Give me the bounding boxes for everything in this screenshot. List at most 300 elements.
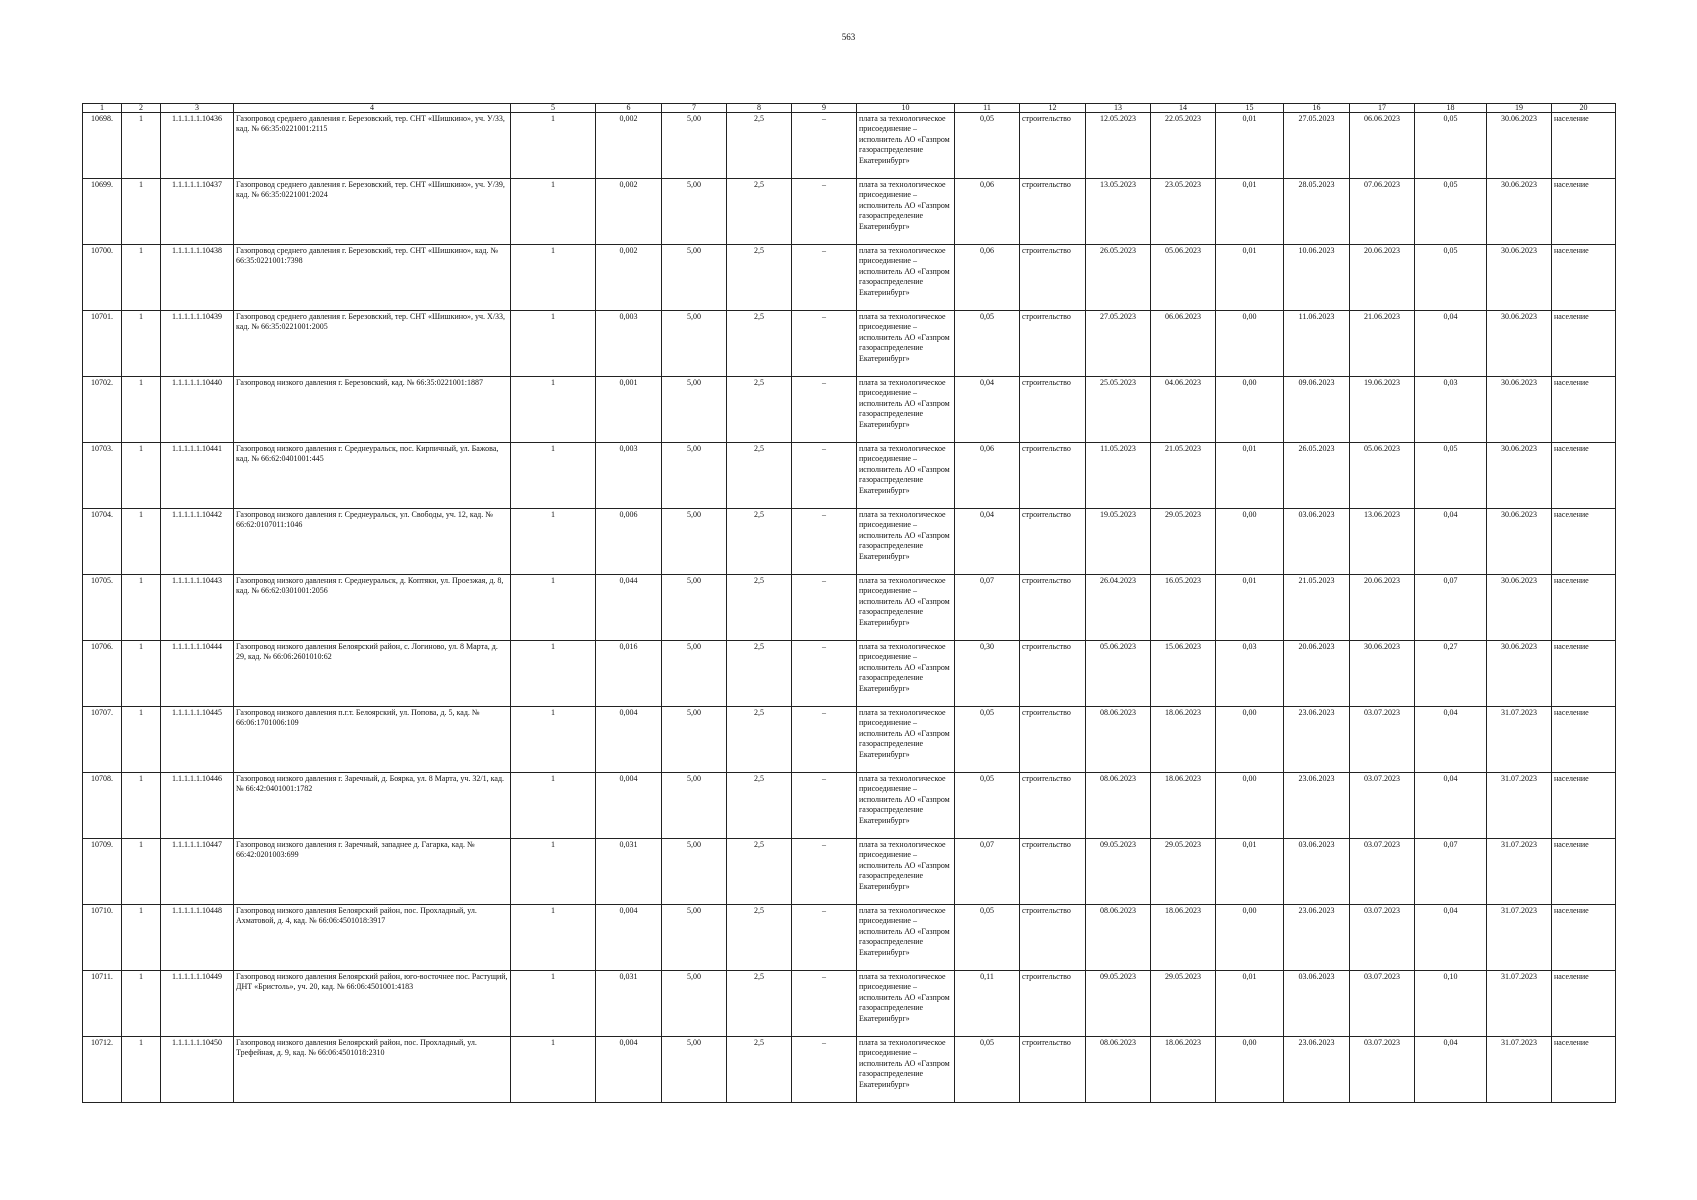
table-cell: строительство [1020, 905, 1086, 971]
table-cell: 08.06.2023 [1086, 1037, 1151, 1103]
table-cell: 10702. [83, 377, 122, 443]
table-cell: 21.05.2023 [1151, 443, 1216, 509]
table-cell: 03.07.2023 [1350, 971, 1415, 1037]
table-cell: 0,05 [955, 113, 1020, 179]
table-cell: 2,5 [727, 1037, 792, 1103]
table-cell: 1 [511, 113, 596, 179]
table-cell: плата за технологическое присоединение – исполнитель АО «Газпром газораспределение Екатеринбург» [857, 377, 955, 443]
table-cell: 30.06.2023 [1350, 641, 1415, 707]
table-cell: строительство [1020, 113, 1086, 179]
table-cell: 11.05.2023 [1086, 443, 1151, 509]
table-cell: 08.06.2023 [1086, 905, 1151, 971]
table-cell: 1.1.1.1.1.10444 [161, 641, 234, 707]
table-cell: строительство [1020, 311, 1086, 377]
table-cell: 30.06.2023 [1487, 443, 1552, 509]
table-cell: 0,01 [1216, 245, 1284, 311]
table-cell: 31.07.2023 [1487, 905, 1552, 971]
table-cell: 0,006 [596, 509, 662, 575]
table-cell: 1.1.1.1.1.10448 [161, 905, 234, 971]
table-cell: 0,01 [1216, 443, 1284, 509]
table-cell: 28.05.2023 [1284, 179, 1350, 245]
table-cell: 1 [511, 443, 596, 509]
table-cell: население [1552, 443, 1616, 509]
table-cell: 25.05.2023 [1086, 377, 1151, 443]
table-cell: 10698. [83, 113, 122, 179]
table-cell: Газопровод низкого давления Белоярский район, пос. Прохладный, ул. Трефейная, д. 9, кад. № 66:06:4501018:2310 [234, 1037, 511, 1103]
table-cell: 2,5 [727, 179, 792, 245]
table-cell: Газопровод низкого давления г. Заречный, западнее д. Гагарка, кад. № 66:42:0201003:699 [234, 839, 511, 905]
table-cell: население [1552, 707, 1616, 773]
table-cell: 30.06.2023 [1487, 575, 1552, 641]
table-cell: 0,07 [955, 575, 1020, 641]
column-header: 18 [1415, 104, 1487, 113]
table-cell: 0,03 [1216, 641, 1284, 707]
table-cell: 0,04 [1415, 773, 1487, 839]
table-cell: 31.07.2023 [1487, 971, 1552, 1037]
table-cell: строительство [1020, 245, 1086, 311]
table-cell: 30.06.2023 [1487, 311, 1552, 377]
table-cell: население [1552, 509, 1616, 575]
table-cell: 5,00 [662, 311, 727, 377]
table-cell: 1 [122, 245, 161, 311]
table-cell: 1 [122, 773, 161, 839]
column-header: 8 [727, 104, 792, 113]
table-cell: 31.07.2023 [1487, 1037, 1552, 1103]
table-cell: 05.06.2023 [1151, 245, 1216, 311]
table-cell: плата за технологическое присоединение – исполнитель АО «Газпром газораспределение Екатеринбург» [857, 1037, 955, 1103]
table-cell: 06.06.2023 [1350, 113, 1415, 179]
table-cell: 0,01 [1216, 971, 1284, 1037]
table-cell: население [1552, 113, 1616, 179]
table-cell: 2,5 [727, 905, 792, 971]
table-cell: плата за технологическое присоединение – исполнитель АО «Газпром газораспределение Екатеринбург» [857, 641, 955, 707]
table-cell: 1 [122, 509, 161, 575]
table-cell: строительство [1020, 707, 1086, 773]
table-cell: 1.1.1.1.1.10446 [161, 773, 234, 839]
column-header: 12 [1020, 104, 1086, 113]
table-cell: население [1552, 311, 1616, 377]
table-row [83, 377, 1616, 443]
table-cell: 0,04 [1415, 707, 1487, 773]
table-cell: 23.06.2023 [1284, 773, 1350, 839]
table-cell: население [1552, 839, 1616, 905]
table-cell: 05.06.2023 [1350, 443, 1415, 509]
column-header: 19 [1487, 104, 1552, 113]
table-cell: строительство [1020, 1037, 1086, 1103]
table-cell: население [1552, 773, 1616, 839]
table-cell: 03.07.2023 [1350, 839, 1415, 905]
table-cell: Газопровод среднего давления г. Березовский, тер. СНТ «Шишкино», уч. У/33, кад. № 66:35:0221001:2115 [234, 113, 511, 179]
table-cell: 5,00 [662, 509, 727, 575]
table-cell: – [792, 179, 857, 245]
table-cell: 0,031 [596, 839, 662, 905]
table-cell: 1 [511, 509, 596, 575]
column-header: 3 [161, 104, 234, 113]
table-cell: 5,00 [662, 641, 727, 707]
table-cell: 1 [511, 905, 596, 971]
table-cell: 1.1.1.1.1.10442 [161, 509, 234, 575]
table-cell: 29.05.2023 [1151, 971, 1216, 1037]
table-row [83, 245, 1616, 311]
table-cell: 08.06.2023 [1086, 707, 1151, 773]
table-cell: Газопровод среднего давления г. Березовский, тер. СНТ «Шишкино», уч. У/39, кад. № 66:35:0221001:2024 [234, 179, 511, 245]
column-header: 5 [511, 104, 596, 113]
table-cell: 1 [511, 311, 596, 377]
table-cell: 0,27 [1415, 641, 1487, 707]
table-cell: плата за технологическое присоединение – исполнитель АО «Газпром газораспределение Екатеринбург» [857, 311, 955, 377]
table-cell: 1 [122, 641, 161, 707]
table-cell: 22.05.2023 [1151, 113, 1216, 179]
table-cell: 5,00 [662, 179, 727, 245]
table-cell: плата за технологическое присоединение – исполнитель АО «Газпром газораспределение Екатеринбург» [857, 509, 955, 575]
table-cell: 26.04.2023 [1086, 575, 1151, 641]
table-cell: 2,5 [727, 773, 792, 839]
table-cell: 0,10 [1415, 971, 1487, 1037]
table-cell: 2,5 [727, 641, 792, 707]
table-cell: 23.06.2023 [1284, 707, 1350, 773]
table-cell: 26.05.2023 [1086, 245, 1151, 311]
table-cell: 0,06 [955, 245, 1020, 311]
table-cell: 09.06.2023 [1284, 377, 1350, 443]
table-body [83, 113, 1616, 1103]
table-cell: строительство [1020, 773, 1086, 839]
table-cell: 31.07.2023 [1487, 773, 1552, 839]
table-cell: 1 [511, 377, 596, 443]
table-cell: 10.06.2023 [1284, 245, 1350, 311]
table-cell: 27.05.2023 [1284, 113, 1350, 179]
table-cell: 5,00 [662, 377, 727, 443]
column-header: 17 [1350, 104, 1415, 113]
table-cell: Газопровод среднего давления г. Березовский, тер. СНТ «Шишкино», уч. Х/33, кад. № 66:35:0221001:2005 [234, 311, 511, 377]
table-cell: 0,05 [955, 773, 1020, 839]
table-cell: 0,001 [596, 377, 662, 443]
table-cell: 10699. [83, 179, 122, 245]
table-cell: 2,5 [727, 971, 792, 1037]
table-cell: строительство [1020, 641, 1086, 707]
table-cell: 0,07 [955, 839, 1020, 905]
table-cell: 5,00 [662, 245, 727, 311]
table-cell: 0,04 [1415, 905, 1487, 971]
table-cell: 5,00 [662, 575, 727, 641]
table-cell: 05.06.2023 [1086, 641, 1151, 707]
table-cell: 1.1.1.1.1.10437 [161, 179, 234, 245]
table-cell: плата за технологическое присоединение – исполнитель АО «Газпром газораспределение Екатеринбург» [857, 245, 955, 311]
table-cell: 0,07 [1415, 575, 1487, 641]
table-cell: 1.1.1.1.1.10440 [161, 377, 234, 443]
table-cell: население [1552, 575, 1616, 641]
table-cell: 0,04 [1415, 509, 1487, 575]
table-cell: 23.06.2023 [1284, 1037, 1350, 1103]
table-cell: 2,5 [727, 245, 792, 311]
table-cell: – [792, 113, 857, 179]
table-cell: Газопровод низкого давления Белоярский район, юго-восточнее пос. Растущий, ДНТ «Бристоль», уч. 20, кад. № 66:06:4501001:4183 [234, 971, 511, 1037]
table-row [83, 1037, 1616, 1103]
table-cell: 0,004 [596, 707, 662, 773]
table-cell: население [1552, 377, 1616, 443]
table-cell: 30.06.2023 [1487, 245, 1552, 311]
table-cell: 0,05 [955, 1037, 1020, 1103]
table-cell: – [792, 641, 857, 707]
table-cell: 2,5 [727, 377, 792, 443]
table-cell: 0,05 [1415, 179, 1487, 245]
table-cell: население [1552, 1037, 1616, 1103]
table-cell: 5,00 [662, 839, 727, 905]
table-cell: 10709. [83, 839, 122, 905]
table-cell: – [792, 311, 857, 377]
table-cell: 10706. [83, 641, 122, 707]
table-cell: 2,5 [727, 311, 792, 377]
table-cell: 1.1.1.1.1.10450 [161, 1037, 234, 1103]
header-row [83, 104, 1616, 113]
table-cell: 1 [511, 839, 596, 905]
table-cell: 12.05.2023 [1086, 113, 1151, 179]
table-cell: плата за технологическое присоединение – исполнитель АО «Газпром газораспределение Екатеринбург» [857, 113, 955, 179]
table-cell: 13.06.2023 [1350, 509, 1415, 575]
table-cell: 23.05.2023 [1151, 179, 1216, 245]
table-cell: 1 [122, 575, 161, 641]
table-cell: 18.06.2023 [1151, 1037, 1216, 1103]
table-cell: 0,04 [1415, 1037, 1487, 1103]
table-cell: плата за технологическое присоединение – исполнитель АО «Газпром газораспределение Екатеринбург» [857, 179, 955, 245]
table-cell: 0,002 [596, 245, 662, 311]
table-cell: 04.06.2023 [1151, 377, 1216, 443]
table-cell: 10703. [83, 443, 122, 509]
table-row [83, 839, 1616, 905]
column-header: 13 [1086, 104, 1151, 113]
table-row [83, 443, 1616, 509]
table-cell: 03.06.2023 [1284, 509, 1350, 575]
table-cell: 10711. [83, 971, 122, 1037]
column-header: 6 [596, 104, 662, 113]
table-cell: 31.07.2023 [1487, 707, 1552, 773]
table-row [83, 707, 1616, 773]
table-cell: строительство [1020, 509, 1086, 575]
table-cell: население [1552, 905, 1616, 971]
table-cell: 11.06.2023 [1284, 311, 1350, 377]
table-cell: 30.06.2023 [1487, 509, 1552, 575]
table-cell: Газопровод низкого давления г. Среднеуральск, д. Коптяки, ул. Проезжая, д. 8, кад. № 66:62:0301001:2056 [234, 575, 511, 641]
table-cell: 0,031 [596, 971, 662, 1037]
table-cell: 20.06.2023 [1350, 245, 1415, 311]
table-cell: 15.06.2023 [1151, 641, 1216, 707]
table-cell: – [792, 443, 857, 509]
table-cell: 03.07.2023 [1350, 1037, 1415, 1103]
table-cell: 1 [511, 971, 596, 1037]
table-cell: Газопровод низкого давления г. Среднеуральск, пос. Кирпичный, ул. Бажова, кад. № 66:62:0401001:445 [234, 443, 511, 509]
table-cell: 1 [122, 971, 161, 1037]
table-cell: 5,00 [662, 443, 727, 509]
table-cell: строительство [1020, 179, 1086, 245]
table-cell: 0,05 [1415, 443, 1487, 509]
table-cell: 0,004 [596, 773, 662, 839]
table-cell: 1 [122, 443, 161, 509]
table-cell: 1 [511, 641, 596, 707]
table-cell: – [792, 971, 857, 1037]
table-cell: 5,00 [662, 905, 727, 971]
table-cell: 5,00 [662, 113, 727, 179]
table-cell: Газопровод низкого давления г. Березовский, кад. № 66:35:0221001:1887 [234, 377, 511, 443]
table-cell: 0,03 [1415, 377, 1487, 443]
table-cell: 0,016 [596, 641, 662, 707]
table-cell: – [792, 905, 857, 971]
table-cell: 1 [122, 905, 161, 971]
table-cell: плата за технологическое присоединение – исполнитель АО «Газпром газораспределение Екатеринбург» [857, 773, 955, 839]
table-cell: 1.1.1.1.1.10449 [161, 971, 234, 1037]
table-cell: население [1552, 245, 1616, 311]
table-cell: 10710. [83, 905, 122, 971]
table-cell: 1 [122, 1037, 161, 1103]
table-cell: 0,00 [1216, 707, 1284, 773]
table-cell: 1 [122, 707, 161, 773]
table-cell: 0,04 [955, 377, 1020, 443]
column-header: 15 [1216, 104, 1284, 113]
table-cell: плата за технологическое присоединение – исполнитель АО «Газпром газораспределение Екатеринбург» [857, 905, 955, 971]
table-cell: 20.06.2023 [1284, 641, 1350, 707]
table-cell: плата за технологическое присоединение – исполнитель АО «Газпром газораспределение Екатеринбург» [857, 575, 955, 641]
column-header: 4 [234, 104, 511, 113]
table-cell: 0,06 [955, 179, 1020, 245]
table-cell: 0,05 [955, 311, 1020, 377]
table-cell: 0,05 [955, 707, 1020, 773]
table-cell: 1.1.1.1.1.10436 [161, 113, 234, 179]
table-cell: строительство [1020, 971, 1086, 1037]
table-cell: плата за технологическое присоединение – исполнитель АО «Газпром газораспределение Екатеринбург» [857, 971, 955, 1037]
column-header: 1 [83, 104, 122, 113]
table-cell: 21.06.2023 [1350, 311, 1415, 377]
table-cell: 1 [511, 707, 596, 773]
table-cell: 10707. [83, 707, 122, 773]
table-cell: 30.06.2023 [1487, 179, 1552, 245]
table-cell: 1 [122, 113, 161, 179]
column-header: 16 [1284, 104, 1350, 113]
table-cell: 27.05.2023 [1086, 311, 1151, 377]
table-cell: 0,00 [1216, 905, 1284, 971]
table-cell: 0,05 [1415, 113, 1487, 179]
table-cell: 06.06.2023 [1151, 311, 1216, 377]
table-cell: плата за технологическое присоединение – исполнитель АО «Газпром газораспределение Екатеринбург» [857, 839, 955, 905]
table-cell: 1 [511, 773, 596, 839]
table-header [83, 104, 1616, 113]
table-cell: 0,01 [1216, 575, 1284, 641]
table-cell: 5,00 [662, 707, 727, 773]
register-table [82, 103, 1616, 1103]
table-cell: 1.1.1.1.1.10445 [161, 707, 234, 773]
table-cell: 2,5 [727, 509, 792, 575]
column-header: 11 [955, 104, 1020, 113]
table-cell: 03.07.2023 [1350, 707, 1415, 773]
table-cell: 29.05.2023 [1151, 509, 1216, 575]
table-row [83, 773, 1616, 839]
table-cell: 1 [122, 839, 161, 905]
table-cell: 18.06.2023 [1151, 905, 1216, 971]
table-cell: 0,01 [1216, 179, 1284, 245]
table-cell: 10705. [83, 575, 122, 641]
table-cell: 08.06.2023 [1086, 773, 1151, 839]
page-number: 563 [841, 32, 856, 42]
table-cell: – [792, 1037, 857, 1103]
table-cell: 0,003 [596, 443, 662, 509]
table-row [83, 575, 1616, 641]
table-cell: 0,00 [1216, 377, 1284, 443]
table-cell: 1.1.1.1.1.10441 [161, 443, 234, 509]
table-cell: 1 [511, 179, 596, 245]
table-cell: 18.06.2023 [1151, 707, 1216, 773]
table-cell: 1 [511, 1037, 596, 1103]
table-cell: 0,04 [1415, 311, 1487, 377]
table-cell: Газопровод низкого давления п.г.т. Белоярский, ул. Попова, д. 5, кад. № 66:06:1701006:109 [234, 707, 511, 773]
table-cell: 1 [511, 575, 596, 641]
table-cell: 1 [122, 311, 161, 377]
table-cell: 31.07.2023 [1487, 839, 1552, 905]
table-cell: 03.07.2023 [1350, 905, 1415, 971]
table-cell: 26.05.2023 [1284, 443, 1350, 509]
table-cell: население [1552, 179, 1616, 245]
table-row [83, 179, 1616, 245]
table-cell: 0,00 [1216, 509, 1284, 575]
table-cell: строительство [1020, 575, 1086, 641]
table-cell: 10712. [83, 1037, 122, 1103]
table-cell: 10701. [83, 311, 122, 377]
table-cell: 20.06.2023 [1350, 575, 1415, 641]
table-cell: 0,01 [1216, 839, 1284, 905]
table-cell: 09.05.2023 [1086, 839, 1151, 905]
table-cell: 1.1.1.1.1.10439 [161, 311, 234, 377]
table-cell: 0,30 [955, 641, 1020, 707]
column-header: 9 [792, 104, 857, 113]
table-cell: 30.06.2023 [1487, 641, 1552, 707]
table-cell: Газопровод низкого давления Белоярский район, с. Логиново, ул. 8 Марта, д. 29, кад. № 66:06:2601010:62 [234, 641, 511, 707]
table-cell: 2,5 [727, 575, 792, 641]
table-cell: 0,00 [1216, 311, 1284, 377]
table-cell: Газопровод низкого давления г. Заречный, д. Боярка, ул. 8 Марта, уч. 32/1, кад. № 66:42:0401001:1782 [234, 773, 511, 839]
table-cell: 0,004 [596, 1037, 662, 1103]
table-cell: население [1552, 971, 1616, 1037]
column-header: 14 [1151, 104, 1216, 113]
table-cell: 5,00 [662, 971, 727, 1037]
table-cell: строительство [1020, 839, 1086, 905]
table-cell: Газопровод низкого давления г. Среднеуральск, ул. Свободы, уч. 12, кад. № 66:62:0107011:1046 [234, 509, 511, 575]
column-header: 20 [1552, 104, 1616, 113]
table-cell: 2,5 [727, 443, 792, 509]
table-cell: 03.06.2023 [1284, 971, 1350, 1037]
table-cell: 19.05.2023 [1086, 509, 1151, 575]
table-cell: 10700. [83, 245, 122, 311]
table-cell: 23.06.2023 [1284, 905, 1350, 971]
table-cell: 03.06.2023 [1284, 839, 1350, 905]
table-cell: – [792, 245, 857, 311]
table-cell: 19.06.2023 [1350, 377, 1415, 443]
table-row [83, 971, 1616, 1037]
table-cell: плата за технологическое присоединение – исполнитель АО «Газпром газораспределение Екатеринбург» [857, 707, 955, 773]
table-cell: – [792, 377, 857, 443]
table-row [83, 311, 1616, 377]
table-cell: 30.06.2023 [1487, 377, 1552, 443]
table-cell: 0,11 [955, 971, 1020, 1037]
table-cell: население [1552, 641, 1616, 707]
table-cell: 0,002 [596, 179, 662, 245]
column-header: 10 [857, 104, 955, 113]
table-cell: – [792, 839, 857, 905]
table-cell: 0,04 [955, 509, 1020, 575]
table-cell: 1.1.1.1.1.10447 [161, 839, 234, 905]
table-cell: 0,06 [955, 443, 1020, 509]
table-cell: 2,5 [727, 113, 792, 179]
table-row [83, 113, 1616, 179]
table-cell: 10704. [83, 509, 122, 575]
table-cell: 0,002 [596, 113, 662, 179]
table-cell: 5,00 [662, 1037, 727, 1103]
table-cell: строительство [1020, 377, 1086, 443]
